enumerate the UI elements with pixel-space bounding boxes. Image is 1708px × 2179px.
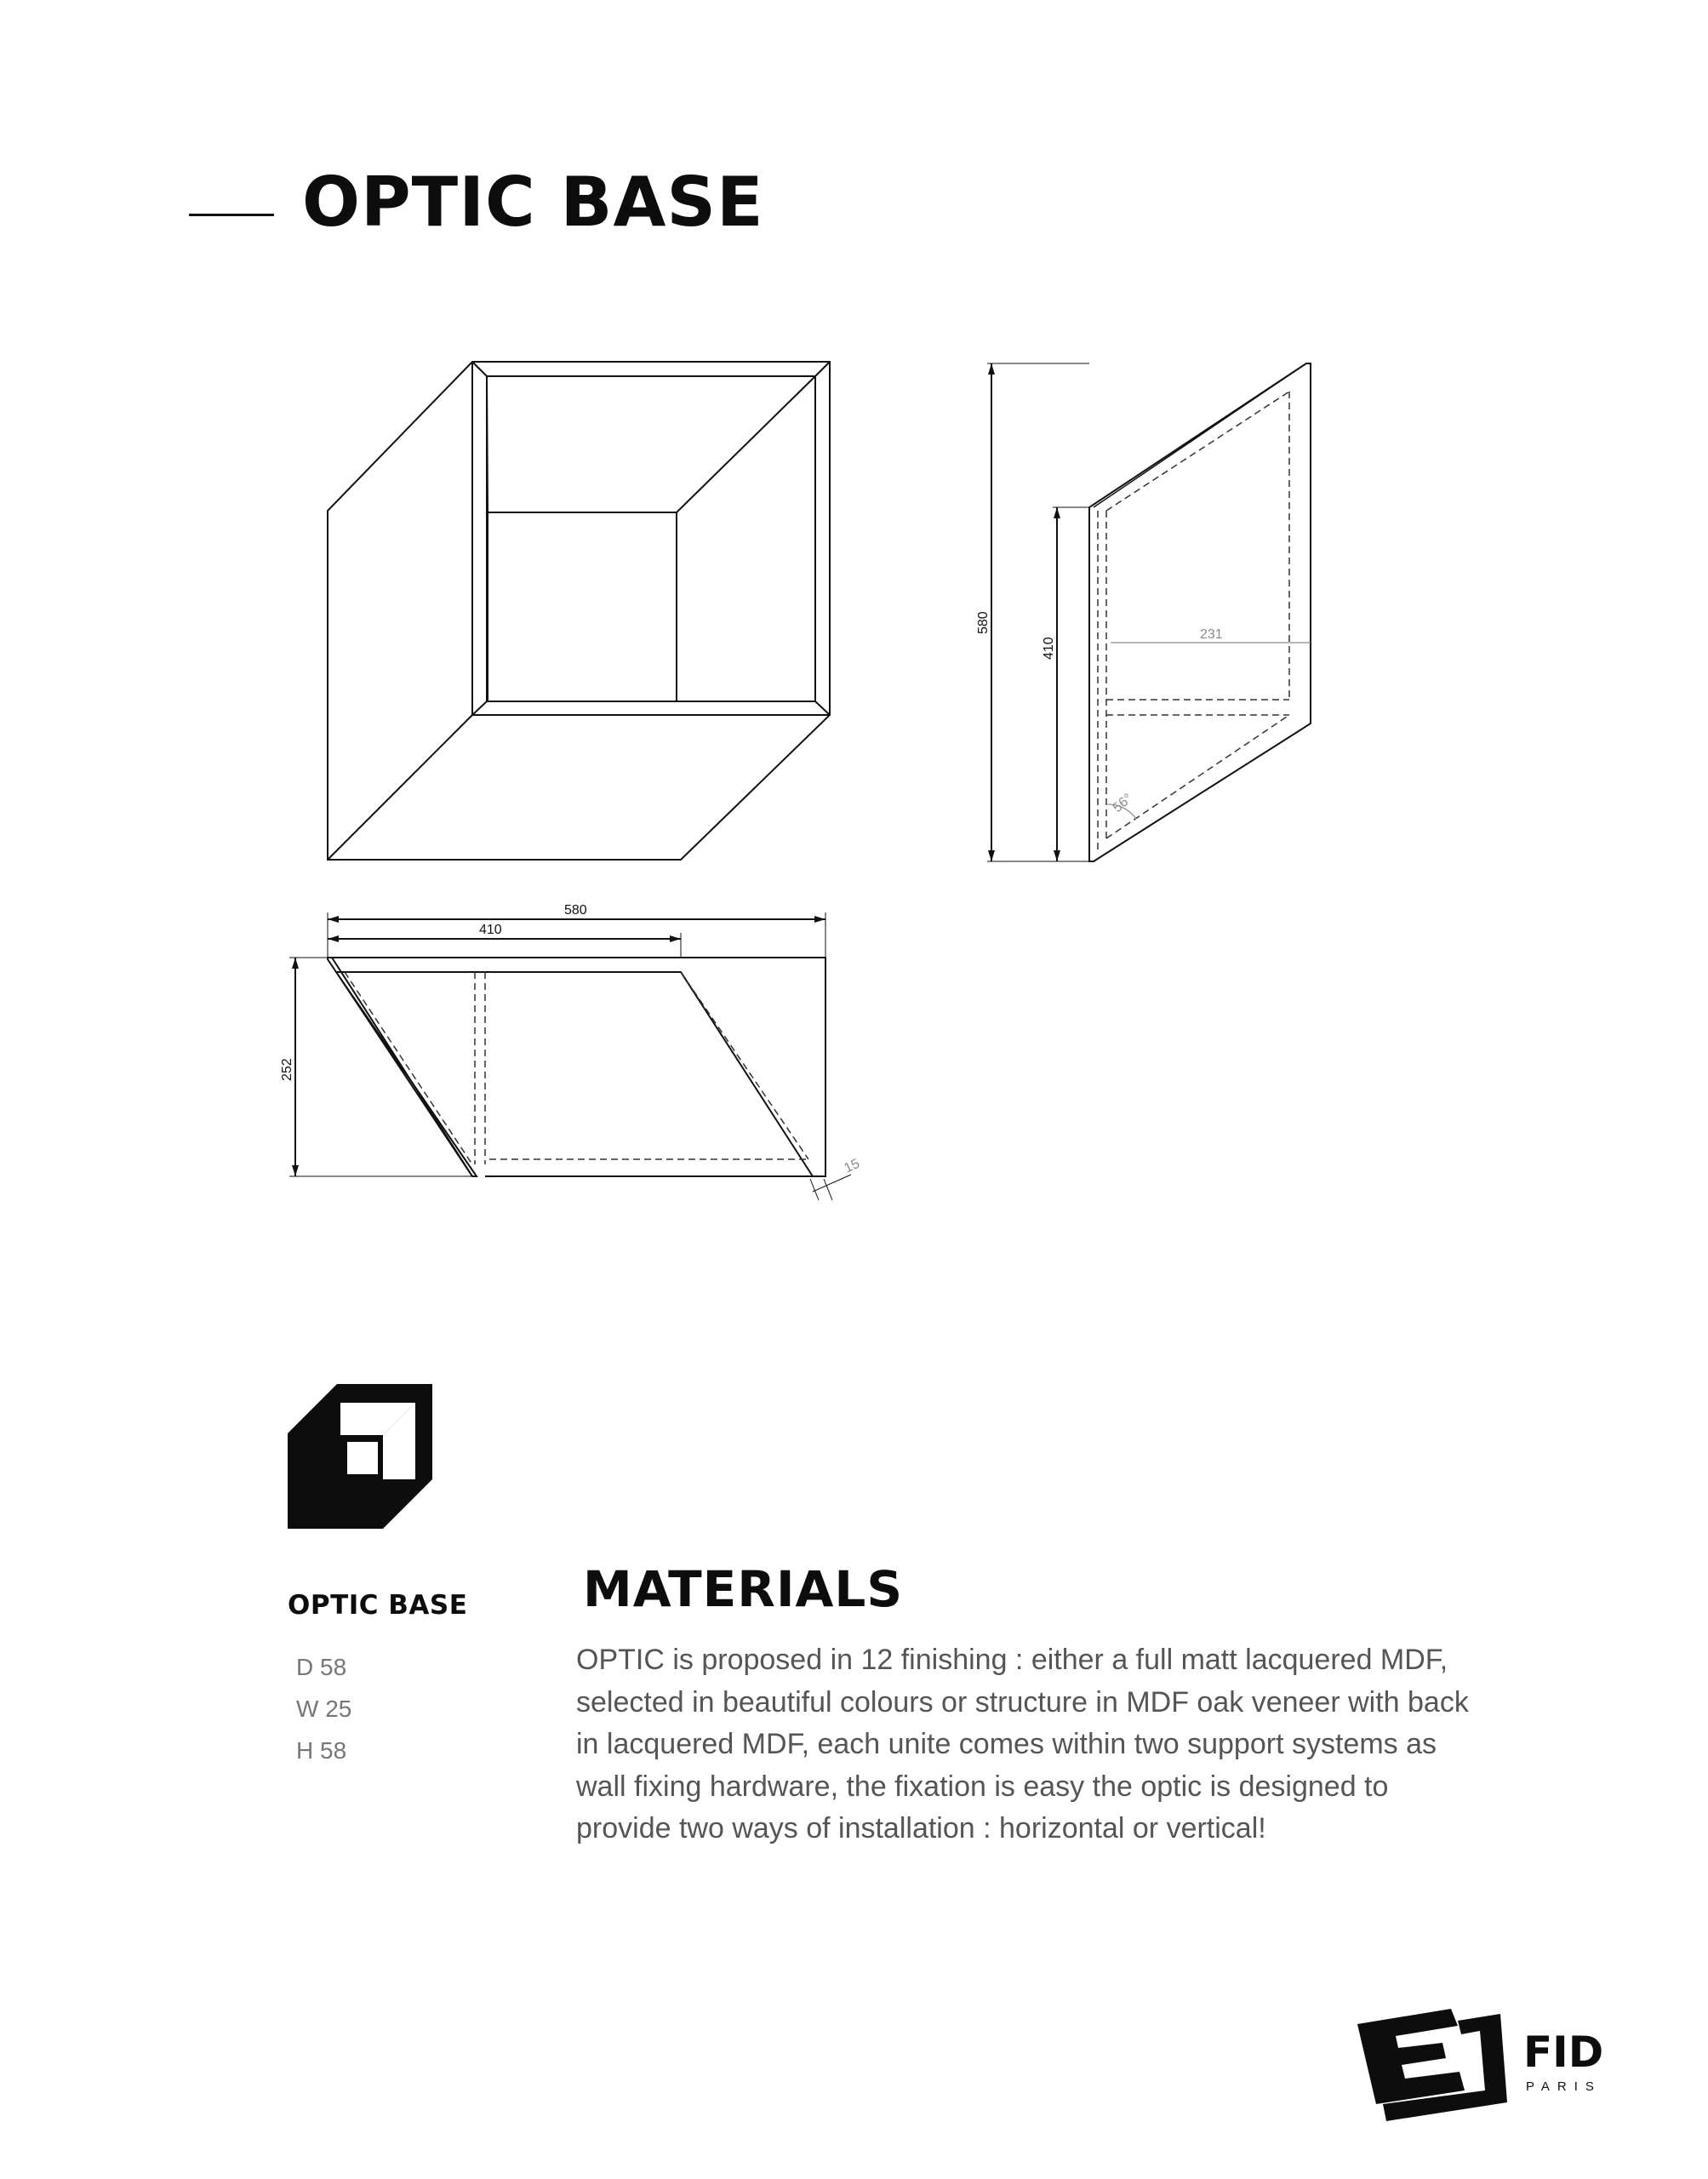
top-view-drawing (272, 885, 868, 1226)
brand-subtitle: PARIS (1526, 2079, 1602, 2094)
product-dimensions (296, 1646, 351, 1771)
brand-name: FID (1523, 2027, 1604, 2077)
materials-line: wall fixing hardware, the fixation is easy the optic is designed to (576, 1770, 1389, 1803)
side-view-drawing (970, 357, 1328, 868)
top-width-total-label: 580 (564, 903, 587, 918)
materials-title: MATERIALS (583, 1560, 904, 1618)
top-height-label: 252 (280, 1058, 294, 1081)
product-name: OPTIC BASE (288, 1590, 468, 1621)
header-rule (189, 214, 274, 216)
dimension-depth: D 58 (296, 1654, 347, 1680)
side-height-inner-label: 410 (1042, 637, 1056, 660)
side-angle-label: 56° (1110, 791, 1136, 816)
dimension-width: W 25 (296, 1696, 352, 1722)
materials-description (576, 1639, 1563, 1850)
side-height-total-label: 580 (976, 611, 991, 634)
optic-cube-icon (288, 1384, 441, 1541)
fid-logo-icon (1357, 2009, 1511, 2131)
top-width-inner-label: 410 (479, 923, 502, 937)
dimension-height: H 58 (296, 1737, 347, 1764)
materials-line: provide two ways of installation : horizontal or vertical! (576, 1812, 1266, 1844)
materials-line: in lacquered MDF, each unite comes within two support systems as (576, 1728, 1437, 1760)
top-thickness-label: 15 (842, 1156, 862, 1176)
side-depth-label: 231 (1200, 627, 1223, 642)
page-title: OPTIC BASE (302, 163, 764, 242)
materials-line: OPTIC is proposed in 12 finishing : either a full matt lacquered MDF, (576, 1644, 1448, 1676)
front-perspective-drawing (315, 357, 843, 868)
materials-line: selected in beautiful colours or structure in MDF oak veneer with back (576, 1685, 1469, 1719)
